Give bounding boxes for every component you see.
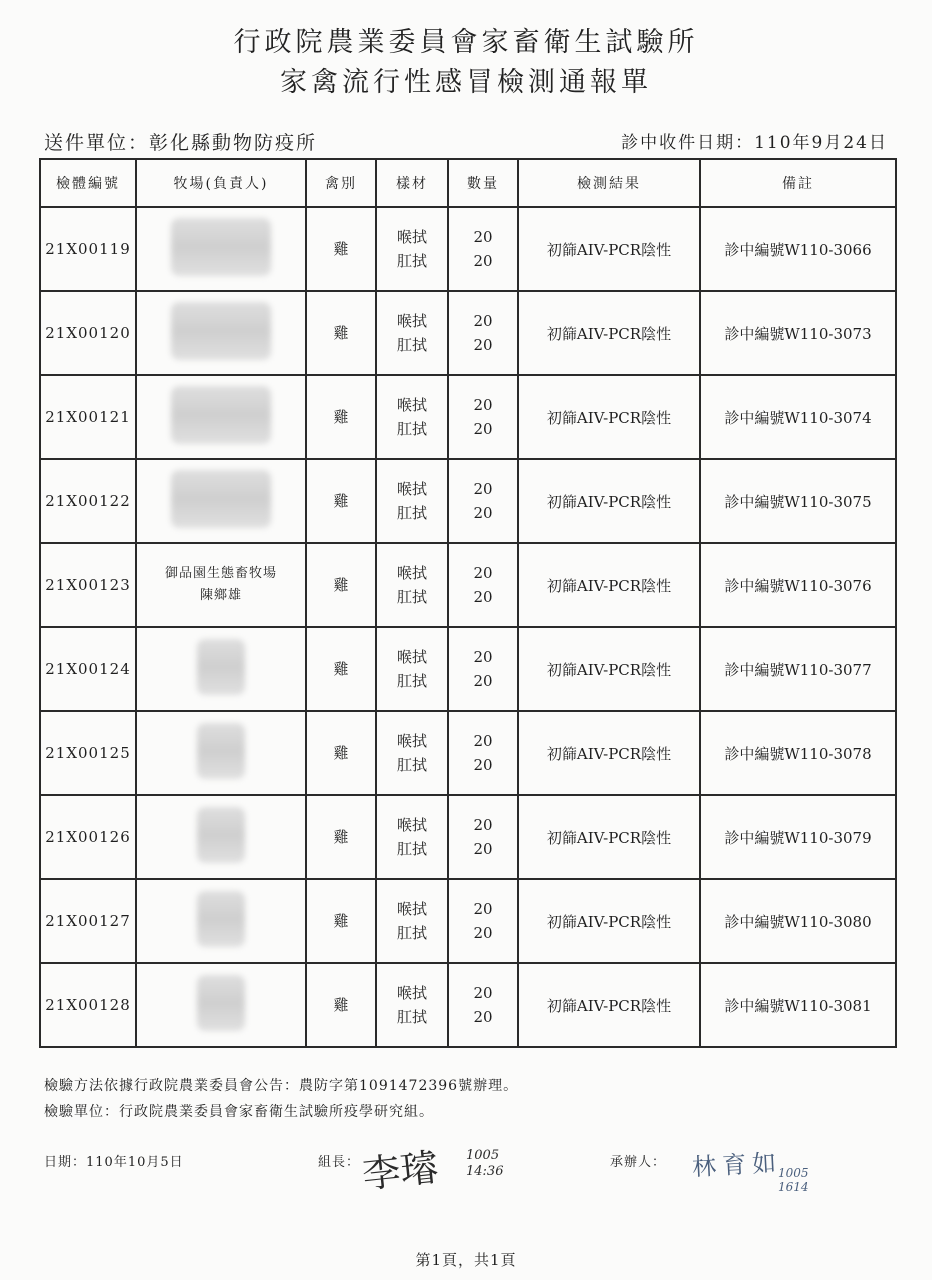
handler-sign-time: 1005 1614 — [778, 1166, 809, 1194]
header-result: 檢測結果 — [518, 159, 700, 207]
quantity-1: 20 — [473, 900, 493, 918]
quantity-2: 20 — [473, 420, 493, 438]
quantity-cell — [448, 795, 518, 879]
redacted-farm — [197, 723, 245, 779]
sample-id: 21X00124 — [40, 627, 136, 711]
redacted-farm — [171, 218, 271, 276]
sample-type-cell — [376, 291, 448, 375]
farm-cell — [136, 291, 306, 375]
quantity-1: 20 — [473, 648, 493, 666]
test-result: 初篩AIV-PCR陰性 — [518, 375, 700, 459]
sample-id: 21X00126 — [40, 795, 136, 879]
page-number: 第1頁，共1頁 — [415, 1251, 517, 1269]
quantity-1: 20 — [473, 564, 493, 582]
species: 雞 — [306, 627, 376, 711]
redacted-farm — [197, 639, 245, 695]
header-note: 備註 — [700, 159, 896, 207]
sample-type-cell — [376, 879, 448, 963]
remark: 診中編號W110-3073 — [700, 291, 896, 375]
table-row — [40, 795, 896, 879]
leader-sign-time: 1005 14:36 — [466, 1148, 504, 1179]
species: 雞 — [306, 795, 376, 879]
sample-type-1: 喉拭 — [396, 312, 427, 330]
sample-type-cell — [376, 207, 448, 291]
quantity-2: 20 — [473, 1008, 493, 1026]
farm-cell — [136, 795, 306, 879]
report-date: 日期：110年10月5日 — [44, 1155, 184, 1170]
test-result: 初篩AIV-PCR陰性 — [518, 291, 700, 375]
sample-type-cell — [376, 711, 448, 795]
sample-id: 21X00127 — [40, 879, 136, 963]
remark: 診中編號W110-3066 — [700, 207, 896, 291]
table-row — [40, 291, 896, 375]
sample-id: 21X00128 — [40, 963, 136, 1047]
quantity-cell — [448, 711, 518, 795]
test-result: 初篩AIV-PCR陰性 — [518, 879, 700, 963]
quantity-1: 20 — [473, 816, 493, 834]
farm-cell — [136, 963, 306, 1047]
species: 雞 — [306, 711, 376, 795]
sample-type-1: 喉拭 — [396, 648, 427, 666]
sample-type-2: 肛拭 — [396, 1008, 427, 1026]
sample-id: 21X00121 — [40, 375, 136, 459]
table-row — [40, 207, 896, 291]
sample-type-2: 肛拭 — [396, 924, 427, 942]
species: 雞 — [306, 879, 376, 963]
table-row — [40, 375, 896, 459]
test-result: 初篩AIV-PCR陰性 — [518, 627, 700, 711]
sample-type-cell — [376, 627, 448, 711]
header-sample-id: 檢體編號 — [40, 159, 136, 207]
farm-cell — [136, 711, 306, 795]
handler-label: 承辦人： — [610, 1155, 667, 1170]
sample-type-2: 肛拭 — [396, 420, 427, 438]
sample-type-1: 喉拭 — [396, 732, 427, 750]
quantity-1: 20 — [473, 984, 493, 1002]
sample-type-2: 肛拭 — [396, 756, 427, 774]
quantity-cell — [448, 627, 518, 711]
sample-id: 21X00125 — [40, 711, 136, 795]
leader-signature: 李璿 — [360, 1145, 441, 1197]
farm-cell — [136, 627, 306, 711]
quantity-cell — [448, 963, 518, 1047]
test-result: 初篩AIV-PCR陰性 — [518, 963, 700, 1047]
document-title: 行政院農業委員會家畜衛生試驗所 — [233, 27, 699, 58]
sample-id: 21X00120 — [40, 291, 136, 375]
species: 雞 — [306, 543, 376, 627]
sample-type-cell — [376, 795, 448, 879]
table-row — [40, 543, 896, 627]
sample-id: 21X00122 — [40, 459, 136, 543]
farm-cell — [136, 543, 306, 627]
quantity-2: 20 — [473, 840, 493, 858]
testing-unit: 檢驗單位：行政院農業委員會家畜衛生試驗所疫學研究組。 — [44, 1104, 434, 1120]
test-result: 初篩AIV-PCR陰性 — [518, 207, 700, 291]
sample-type-cell — [376, 375, 448, 459]
farm-cell — [136, 375, 306, 459]
sample-type-2: 肛拭 — [396, 252, 427, 270]
redacted-farm — [197, 975, 245, 1031]
redacted-farm — [197, 807, 245, 863]
remark: 診中編號W110-3078 — [700, 711, 896, 795]
test-result: 初篩AIV-PCR陰性 — [518, 711, 700, 795]
redacted-farm — [171, 386, 271, 444]
quantity-1: 20 — [473, 480, 493, 498]
species: 雞 — [306, 963, 376, 1047]
received-date: 診中收件日期：110年9月24日 — [621, 133, 888, 153]
farm-name: 御品園生態畜牧場 — [164, 566, 277, 581]
header-sample-type: 樣材 — [376, 159, 448, 207]
sample-type-2: 肛拭 — [396, 840, 427, 858]
sample-type-cell — [376, 963, 448, 1047]
method-statement: 檢驗方法依據行政院農業委員會公告：農防字第1091472396號辦理。 — [44, 1078, 519, 1094]
sample-type-1: 喉拭 — [396, 228, 427, 246]
quantity-cell — [448, 375, 518, 459]
quantity-2: 20 — [473, 672, 493, 690]
sample-type-2: 肛拭 — [396, 672, 427, 690]
quantity-cell — [448, 291, 518, 375]
quantity-1: 20 — [473, 396, 493, 414]
quantity-2: 20 — [473, 588, 493, 606]
farm-cell — [136, 207, 306, 291]
table-row — [40, 711, 896, 795]
results-table — [39, 158, 897, 1048]
farm-cell — [136, 879, 306, 963]
sample-type-cell — [376, 543, 448, 627]
quantity-cell — [448, 543, 518, 627]
table-row — [40, 627, 896, 711]
handler-signature: 林育如 — [691, 1148, 783, 1182]
quantity-cell — [448, 459, 518, 543]
sample-type-1: 喉拭 — [396, 900, 427, 918]
sample-type-1: 喉拭 — [396, 816, 427, 834]
header-quantity: 數量 — [448, 159, 518, 207]
redacted-farm — [171, 470, 271, 528]
quantity-2: 20 — [473, 504, 493, 522]
species: 雞 — [306, 291, 376, 375]
header-farm: 牧場(負責人) — [136, 159, 306, 207]
sample-type-1: 喉拭 — [396, 480, 427, 498]
table-row — [40, 879, 896, 963]
sample-type-1: 喉拭 — [396, 396, 427, 414]
farm-owner: 陳鄉雄 — [199, 588, 242, 603]
sample-type-2: 肛拭 — [396, 588, 427, 606]
header-species: 禽別 — [306, 159, 376, 207]
quantity-2: 20 — [473, 336, 493, 354]
quantity-1: 20 — [473, 312, 493, 330]
redacted-farm — [171, 302, 271, 360]
table-row — [40, 459, 896, 543]
species: 雞 — [306, 375, 376, 459]
leader-label: 組長： — [318, 1155, 361, 1170]
test-result: 初篩AIV-PCR陰性 — [518, 795, 700, 879]
farm-cell — [136, 459, 306, 543]
test-result: 初篩AIV-PCR陰性 — [518, 459, 700, 543]
remark: 診中編號W110-3080 — [700, 879, 896, 963]
species: 雞 — [306, 207, 376, 291]
table-row — [40, 963, 896, 1047]
remark: 診中編號W110-3075 — [700, 459, 896, 543]
remark: 診中編號W110-3074 — [700, 375, 896, 459]
quantity-2: 20 — [473, 924, 493, 942]
sample-type-1: 喉拭 — [396, 564, 427, 582]
species: 雞 — [306, 459, 376, 543]
sample-id: 21X00123 — [40, 543, 136, 627]
remark: 診中編號W110-3076 — [700, 543, 896, 627]
table-header-row — [40, 159, 896, 207]
sender-unit: 送件單位：彰化縣動物防疫所 — [44, 132, 318, 154]
document-subtitle: 家禽流行性感冒檢測通報單 — [280, 67, 652, 98]
quantity-cell — [448, 879, 518, 963]
remark: 診中編號W110-3079 — [700, 795, 896, 879]
sample-type-cell — [376, 459, 448, 543]
quantity-2: 20 — [473, 756, 493, 774]
quantity-1: 20 — [473, 732, 493, 750]
sample-type-1: 喉拭 — [396, 984, 427, 1002]
redacted-farm — [197, 891, 245, 947]
quantity-2: 20 — [473, 252, 493, 270]
remark: 診中編號W110-3081 — [700, 963, 896, 1047]
quantity-1: 20 — [473, 228, 493, 246]
sample-id: 21X00119 — [40, 207, 136, 291]
sample-type-2: 肛拭 — [396, 504, 427, 522]
test-result: 初篩AIV-PCR陰性 — [518, 543, 700, 627]
quantity-cell — [448, 207, 518, 291]
remark: 診中編號W110-3077 — [700, 627, 896, 711]
sample-type-2: 肛拭 — [396, 336, 427, 354]
